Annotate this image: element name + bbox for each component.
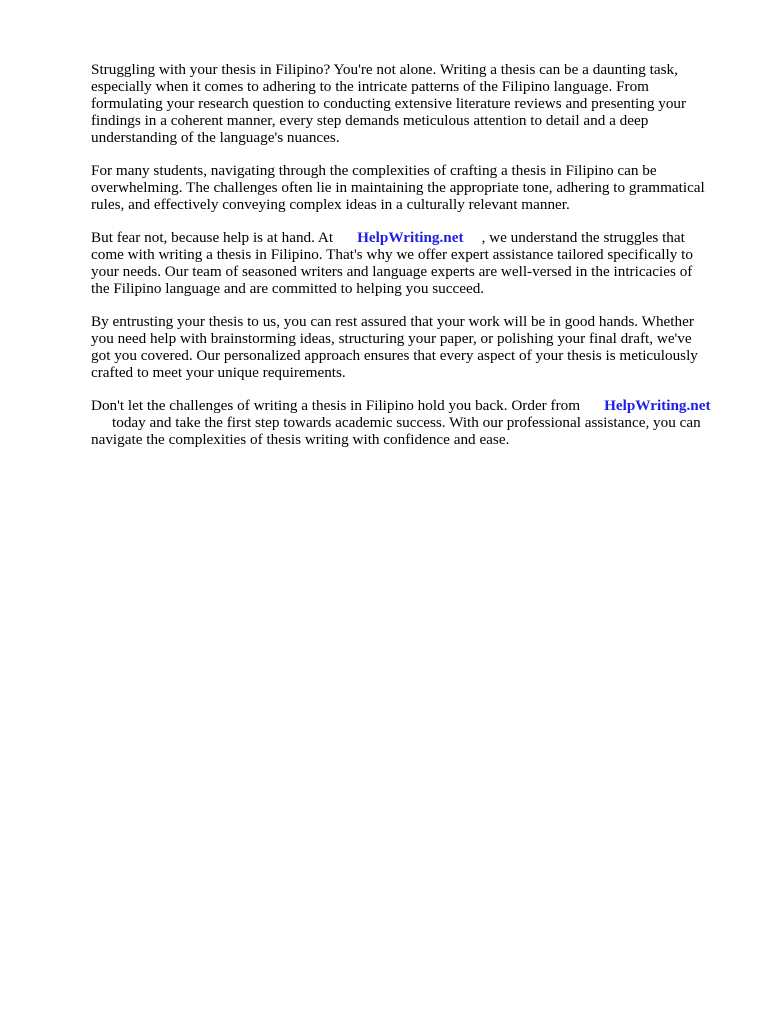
paragraph-spacer (91, 381, 731, 397)
paragraph-line-with-link (91, 397, 731, 414)
paragraph-line: findings in a coherent manner, every step demands meticulous attention to detail and a deep (91, 112, 649, 129)
paragraph-line: crafted to meet your unique requirements. (91, 364, 346, 381)
paragraph-line: formulating your research question to conducting extensive literature reviews and presenting your (91, 95, 687, 112)
paragraph-3 (91, 229, 731, 297)
paragraph-line: Struggling with your thesis in Filipino? You're not alone. Writing a thesis can be a daunting task, (91, 61, 678, 78)
paragraph-2 (91, 162, 731, 213)
document-body (91, 61, 731, 448)
text-segment: Don't let the challenges of writing a thesis in Filipino hold you back. Order from (91, 397, 581, 414)
paragraph-line: your needs. Our team of seasoned writers and language experts are well-versed in the intricacies of (91, 263, 693, 280)
paragraph-spacer (91, 213, 731, 229)
paragraph-line: rules, and effectively conveying complex ideas in a culturally relevant manner. (91, 196, 570, 213)
paragraph-line: come with writing a thesis in Filipino. That's why we offer expert assistance tailored specifically to (91, 246, 693, 263)
paragraph-line: got you covered. Our personalized approach ensures that every aspect of your thesis is meticulously (91, 347, 698, 364)
paragraph-line: you need help with brainstorming ideas, structuring your paper, or polishing your final draft, we've (91, 330, 692, 347)
paragraph-line: By entrusting your thesis to us, you can rest assured that your work will be in good hands. Whether (91, 313, 694, 330)
paragraph-line: today and take the first step towards academic success. With our professional assistance, you can (112, 414, 701, 431)
paragraph-line: the Filipino language and are committed to helping you succeed. (91, 280, 485, 297)
paragraph-line: For many students, navigating through the complexities of crafting a thesis in Filipino can be (91, 162, 657, 179)
paragraph-line-with-link (91, 229, 731, 246)
text-segment: But fear not, because help is at hand. At (91, 229, 334, 246)
paragraph-line: overwhelming. The challenges often lie in maintaining the appropriate tone, adhering to grammatical (91, 179, 705, 196)
text-segment: , we understand the struggles that (481, 229, 685, 246)
paragraph-1 (91, 61, 731, 146)
paragraph-spacer (91, 297, 731, 313)
paragraph-line: understanding of the language's nuances. (91, 129, 340, 146)
paragraph-line: especially when it comes to adhering to the intricate patterns of the Filipino language. From (91, 78, 649, 95)
helpwriting-link[interactable]: HelpWriting.net (604, 397, 711, 414)
helpwriting-link[interactable]: HelpWriting.net (357, 229, 464, 246)
paragraph-5 (91, 397, 731, 448)
paragraph-spacer (91, 146, 731, 162)
paragraph-4 (91, 313, 731, 381)
paragraph-line: navigate the complexities of thesis writing with confidence and ease. (91, 431, 510, 448)
